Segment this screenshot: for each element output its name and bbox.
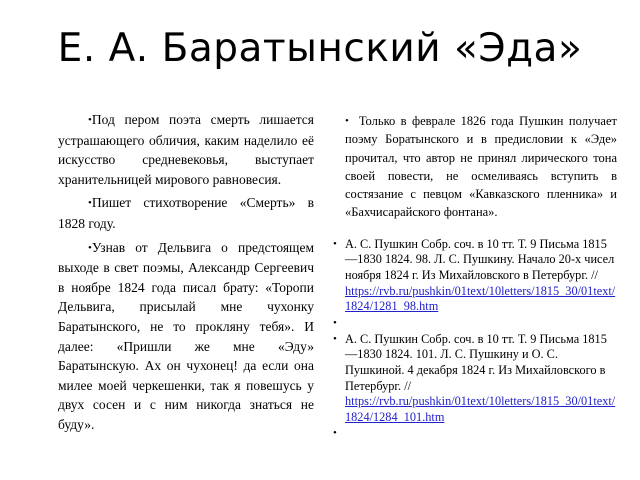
bullet-icon: •	[333, 427, 337, 440]
list-item-text: Узнав от Дельвига о предстоящем выходе в свет поэмы, Александр Сергеевич в ноябре 1824 года писал брату: «Торопи Дельвига, присылай мне чухонку Баратынского, не то прокляну тебя». И далее: «Пришли же мне «Эду» Баратынскую. Ах он чухонец! да если она милее моей черкешенки, так я повешусь у двух сосен и с ним никогда знаться не буду».	[58, 239, 314, 432]
slide-body	[0, 110, 640, 480]
slide-title: Е. А. Баратынский «Эда»	[57, 26, 583, 71]
bullet-icon: •	[333, 332, 337, 345]
list-item	[58, 238, 314, 435]
empty-list-item	[333, 426, 617, 441]
empty-list-item	[333, 316, 617, 331]
list-item	[58, 193, 314, 233]
bullet-icon: •	[345, 115, 359, 127]
bullet-icon: •	[88, 114, 92, 126]
citation-list	[333, 237, 617, 442]
list-item-text: Только в феврале 1826 года Пушкин получает поэму Боратынского и в предисловии к «Эде» прочитал, что автор не принял лирического тона своей повести, не осмеливаясь вступить в состязание с певцом «Кавказского пленника» и «Бахчисарайского фонтана».	[345, 114, 617, 220]
bullet-icon: •	[333, 237, 337, 250]
citation-link[interactable]: https://rvb.ru/pushkin/01text/10letters/1815_30/01text/1824/1281_98.htm	[345, 283, 616, 314]
citation-text: А. С. Пушкин Собр. соч. в 10 тт. Т. 9 Письма 1815—1830 1824. 101. Л. С. Пушкину и О. С. Пушкиной. 4 декабря 1824 г. Из Михайловского в Петербург. //	[345, 331, 607, 393]
citation-item	[333, 332, 617, 426]
citation-link[interactable]: https://rvb.ru/pushkin/01text/10letters/1815_30/01text/1824/1284_101.htm	[345, 394, 616, 424]
left-text-column	[58, 110, 314, 480]
citation-text: А. С. Пушкин Собр. соч. в 10 тт. Т. 9 Письма 1815—1830 1824. 98. Л. С. Пушкину. Начало 20-х чисел ноября 1824 г. Из Михайловского в Петербург. //	[345, 236, 615, 282]
right-text-column	[333, 110, 617, 480]
list-item	[58, 110, 314, 189]
citation-item	[333, 237, 617, 315]
bullet-icon: •	[88, 241, 92, 254]
bullet-icon: •	[333, 316, 337, 329]
bullet-icon: •	[88, 197, 92, 210]
list-item-text: Под пером поэта смерть лишается устрашающего обличия, каким наделило её искусство средневековья, выступает хранительницей мирового равновесия.	[58, 112, 314, 187]
list-item-text: Пишет стихотворение «Смерть» в 1828 году.	[58, 195, 314, 231]
list-item	[333, 112, 617, 222]
